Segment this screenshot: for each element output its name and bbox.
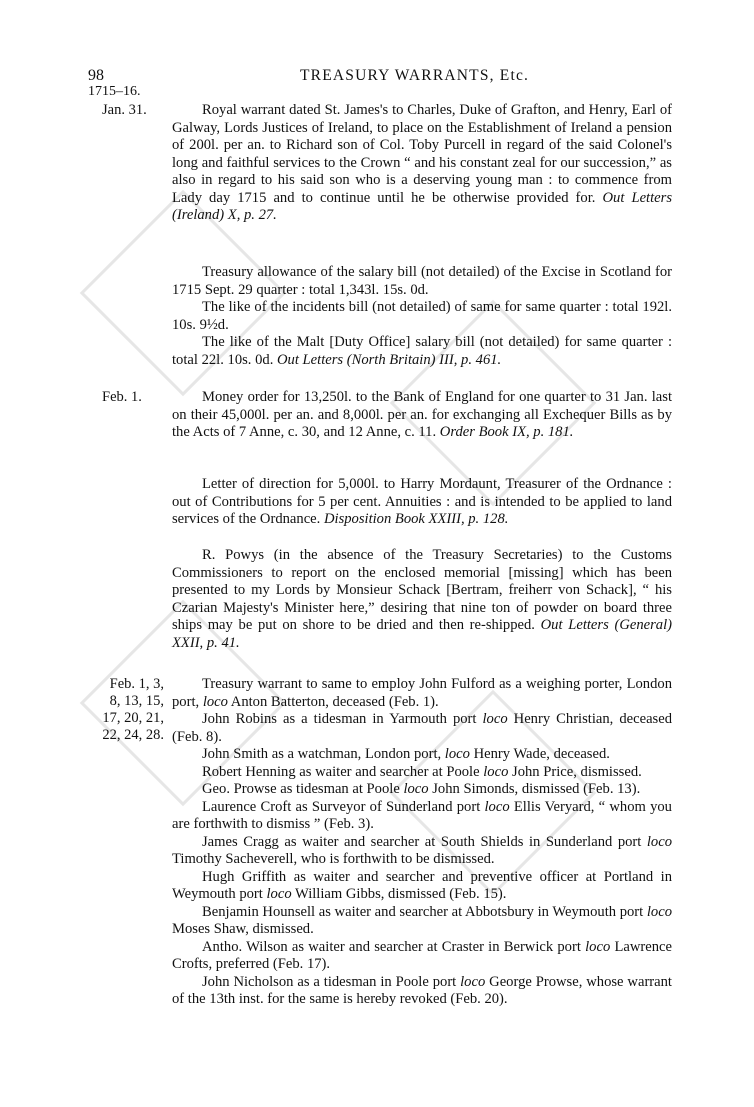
- list-item: John Nicholson as a tidesman in Poole port loco George Prowse, whose warrant of the 13th inst. for the same is hereby revoked (Feb. 20).: [172, 973, 672, 1007]
- margin-date-feb1: Feb. 1.: [102, 389, 142, 405]
- margin-date-line: Feb. 1, 3,: [109, 676, 164, 692]
- paragraph-text: Letter of direction for 5,000l. to Harry Mordaunt, Treasurer of the Ordnance : out of Contributions for 5 per cent. Annuities : and is intended to be applied to land services of the Ordnance.: [172, 476, 672, 527]
- paragraph-text: The like of the Malt [Duty Office] salary bill (not detailed) for same quarter : total 22l. 10s. 0d.: [172, 334, 672, 368]
- margin-year: 1715–16.: [88, 84, 141, 99]
- source-reference: Out Letters (General) XXII, p. 41.: [172, 617, 672, 651]
- list-item: John Smith as a watchman, London port, loco Henry Wade, deceased.: [202, 746, 610, 762]
- paragraph-text: R. Powys (in the absence of the Treasury Secretaries) to the Customs Commissioners to report on the enclosed memorial [missing] which has been presented to my Lords by Monsieur Schack [Bertram, freiherr von Schack], “ his Czarian Majesty's Minister here,” desiring that nine ton of powder on board three ships may be put on shore to be dried and then re-shipped.: [172, 547, 672, 633]
- list-item: Antho. Wilson as waiter and searcher at Craster in Berwick port loco Lawrence Crofts, preferred (Feb. 17).: [172, 938, 673, 972]
- source-reference: Out Letters (North Britain) III, p. 461.: [277, 351, 502, 368]
- list-item: Benjamin Hounsell as waiter and searcher at Abbotsbury in Weymouth port loco Moses Shaw, dismissed.: [172, 903, 672, 937]
- paragraph-text: The like of the incidents bill (not detailed) of same for same quarter : total 192l. 10s. 9½d.: [172, 299, 672, 333]
- margin-date-line: 8, 13, 15,: [109, 693, 164, 709]
- margin-date-list: [88, 676, 164, 744]
- source-reference: Order Book IX, p. 181.: [439, 424, 574, 440]
- margin-date-line: 22, 24, 28.: [102, 727, 164, 743]
- paragraph-text: Treasury allowance of the salary bill (not detailed) of the Excise in Scotland for 1715 Sept. 29 quarter : total 1,343l. 15s. 0d.: [172, 264, 672, 298]
- list-item: James Cragg as waiter and searcher at South Shields in Sunderland port loco Timothy Sacheverell, who is forthwith to be dismissed.: [172, 833, 672, 867]
- margin-date-line: 17, 20, 21,: [102, 710, 164, 726]
- warrant-entries-list: [172, 676, 672, 1009]
- list-item: Robert Henning as waiter and searcher at Poole loco John Price, dismissed.: [202, 763, 642, 780]
- paragraph-text: Money order for 13,250l. to the Bank of England for one quarter to 31 Jan. last on their 45,000l. per an. and 8,000l. per an. for exchanging all Exchequer Bills as by the Acts of 7 Anne, c. 30, and 12 Anne, c. 11.: [172, 389, 672, 440]
- source-reference: Out Letters (Ireland) X, p. 27.: [172, 189, 672, 223]
- running-title: TREASURY WARRANTS, Etc.: [300, 67, 530, 84]
- entry-royal-warrant: [172, 102, 672, 225]
- list-item: Treasury warrant to same to employ John Fulford as a weighing porter, London port, loco Anton Batterton, deceased (Feb. 1).: [172, 676, 672, 710]
- source-reference: Disposition Book XXIII, p. 128.: [323, 511, 509, 527]
- paragraph-text: Royal warrant dated St. James's to Charles, Duke of Grafton, and Henry, Earl of Galway, Lords Justices of Ireland, to place on the Establishment of Ireland a pension of 200l. per an. to Richard son of Col. Toby Purcell in regard of the said Colonel's long and faithful services to the Crown “ and his constant zeal for our succession,” as also in regard to his said son who is a deserving young man : to commence from Lady day 1715 and to continue until he be otherwise provided for.: [172, 102, 672, 206]
- entry-letter-of-direction: [172, 476, 672, 529]
- list-item: John Robins as a tidesman in Yarmouth port loco Henry Christian, deceased (Feb. 8).: [172, 711, 673, 745]
- margin-date-jan31: Jan. 31.: [102, 102, 147, 118]
- page-number: 98: [88, 67, 104, 84]
- list-item: Hugh Griffith as waiter and searcher and preventive officer at Portland in Weymouth port loco William Gibbs, dismissed (Feb. 15).: [172, 868, 672, 902]
- entry-powys-letter: [172, 547, 672, 652]
- entry-money-order: [172, 389, 672, 442]
- list-item: Geo. Prowse as tidesman at Poole loco John Simonds, dismissed (Feb. 13).: [202, 781, 641, 797]
- list-item: Laurence Croft as Surveyor of Sunderland port loco Ellis Veryard, “ whom you are forthwith to dismiss ” (Feb. 3).: [172, 798, 672, 832]
- entry-excise-scotland: [172, 264, 672, 369]
